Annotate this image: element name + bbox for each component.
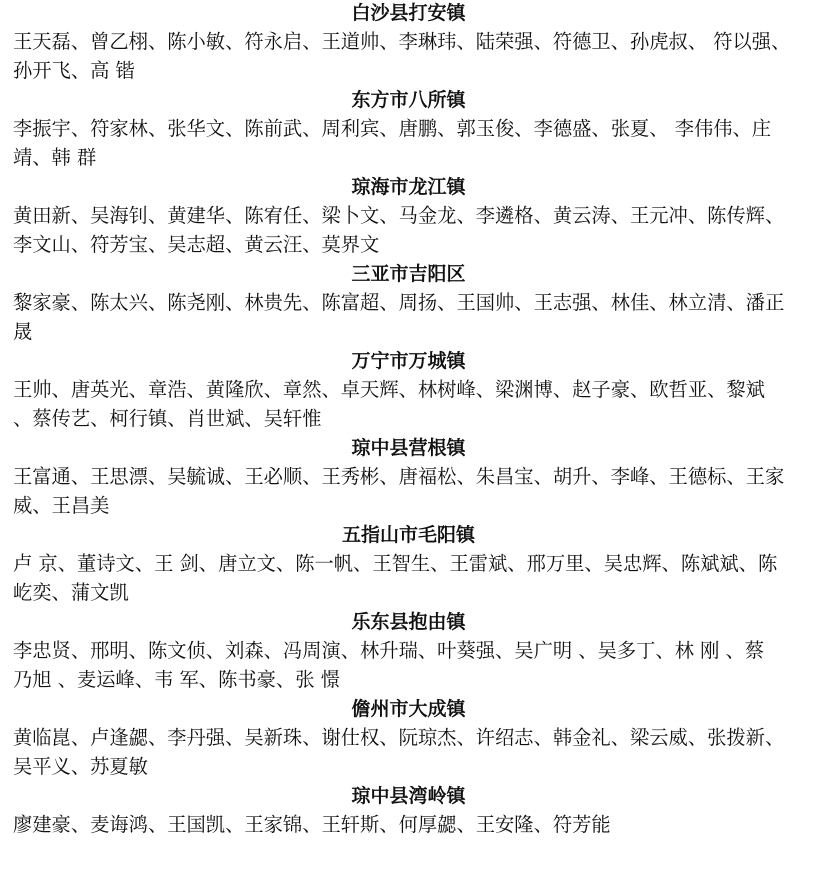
name-list-line: 乃旭 、麦运峰、韦 军、陈书豪、张 憬 bbox=[13, 668, 340, 691]
section-heading: 东方市八所镇 bbox=[351, 89, 466, 111]
name-list-line: 王富通、王思漂、吴毓诚、王必顺、王秀彬、唐福松、朱昌宝、胡升、李峰、王德标、王家 bbox=[13, 465, 785, 488]
section-heading: 万宁市万城镇 bbox=[351, 350, 466, 372]
section-heading: 琼中县湾岭镇 bbox=[351, 785, 466, 807]
name-list-line: 晟 bbox=[13, 320, 33, 343]
name-list-line: 李文山、符芳宝、吴志超、黄云汪、莫界文 bbox=[13, 233, 380, 256]
section-heading: 儋州市大成镇 bbox=[351, 698, 466, 720]
name-list-line: 黄临崑、卢逢勰、李丹强、吴新珠、谢仕权、阮琼杰、许绍志、韩金礼、梁云威、张拨新、 bbox=[13, 726, 785, 749]
section-heading: 琼中县营根镇 bbox=[351, 437, 466, 459]
name-list-line: 李忠贤、邢明、陈文侦、刘森、冯周演、林升瑞、叶葵强、吴广明 、吴多丁、林 刚 、蔡 bbox=[13, 639, 765, 662]
name-list-line: 屹奕、蒲文凯 bbox=[13, 581, 129, 604]
name-list-line: 李振宇、符家林、张华文、陈前武、周利宾、唐鹏、郭玉俊、李德盛、张夏、 李伟伟、庄 bbox=[13, 117, 772, 140]
section-heading: 琼海市龙江镇 bbox=[351, 176, 466, 198]
name-list-line: 孙开飞、高 锴 bbox=[13, 59, 135, 82]
name-list-line: 、蔡传艺、柯行镇、肖世斌、吴轩惟 bbox=[13, 407, 322, 430]
name-list-line: 廖建豪、麦诲鸿、王国凯、王家锦、王轩斯、何厚勰、王安隆、符芳能 bbox=[13, 813, 611, 836]
name-list-line: 黄田新、吴海钊、黄建华、陈宥任、梁卜文、马金龙、李遴格、黄云涛、王元冲、陈传辉、 bbox=[13, 204, 785, 227]
name-list-line: 王天磊、曾乙栩、陈小敏、符永启、王道帅、李琳玮、陆荣强、符德卫、孙虎叔、 符以强、 bbox=[13, 30, 791, 53]
name-list-line: 吴平义、苏夏敏 bbox=[13, 755, 148, 778]
name-list-line: 威、王昌美 bbox=[13, 494, 110, 517]
name-list-line: 黎家豪、陈太兴、陈尧刚、林贵先、陈富超、周扬、王国帅、王志强、林佳、林立清、潘正 bbox=[13, 291, 785, 314]
name-list-line: 王帅、唐英光、章浩、黄隆欣、章然、卓天辉、林树峰、梁渊博、赵子豪、欧哲亚、黎斌 bbox=[13, 378, 765, 401]
section-heading: 三亚市吉阳区 bbox=[351, 263, 466, 285]
section-heading: 五指山市毛阳镇 bbox=[341, 524, 475, 546]
name-list-line: 靖、韩 群 bbox=[13, 146, 97, 169]
section-heading: 乐东县抱由镇 bbox=[351, 611, 466, 633]
section-heading: 白沙县打安镇 bbox=[351, 2, 466, 24]
name-list-line: 卢 京、董诗文、王 剑、唐立文、陈一帆、王智生、王雷斌、邢万里、吴忠辉、陈斌斌、陈 bbox=[13, 552, 778, 575]
